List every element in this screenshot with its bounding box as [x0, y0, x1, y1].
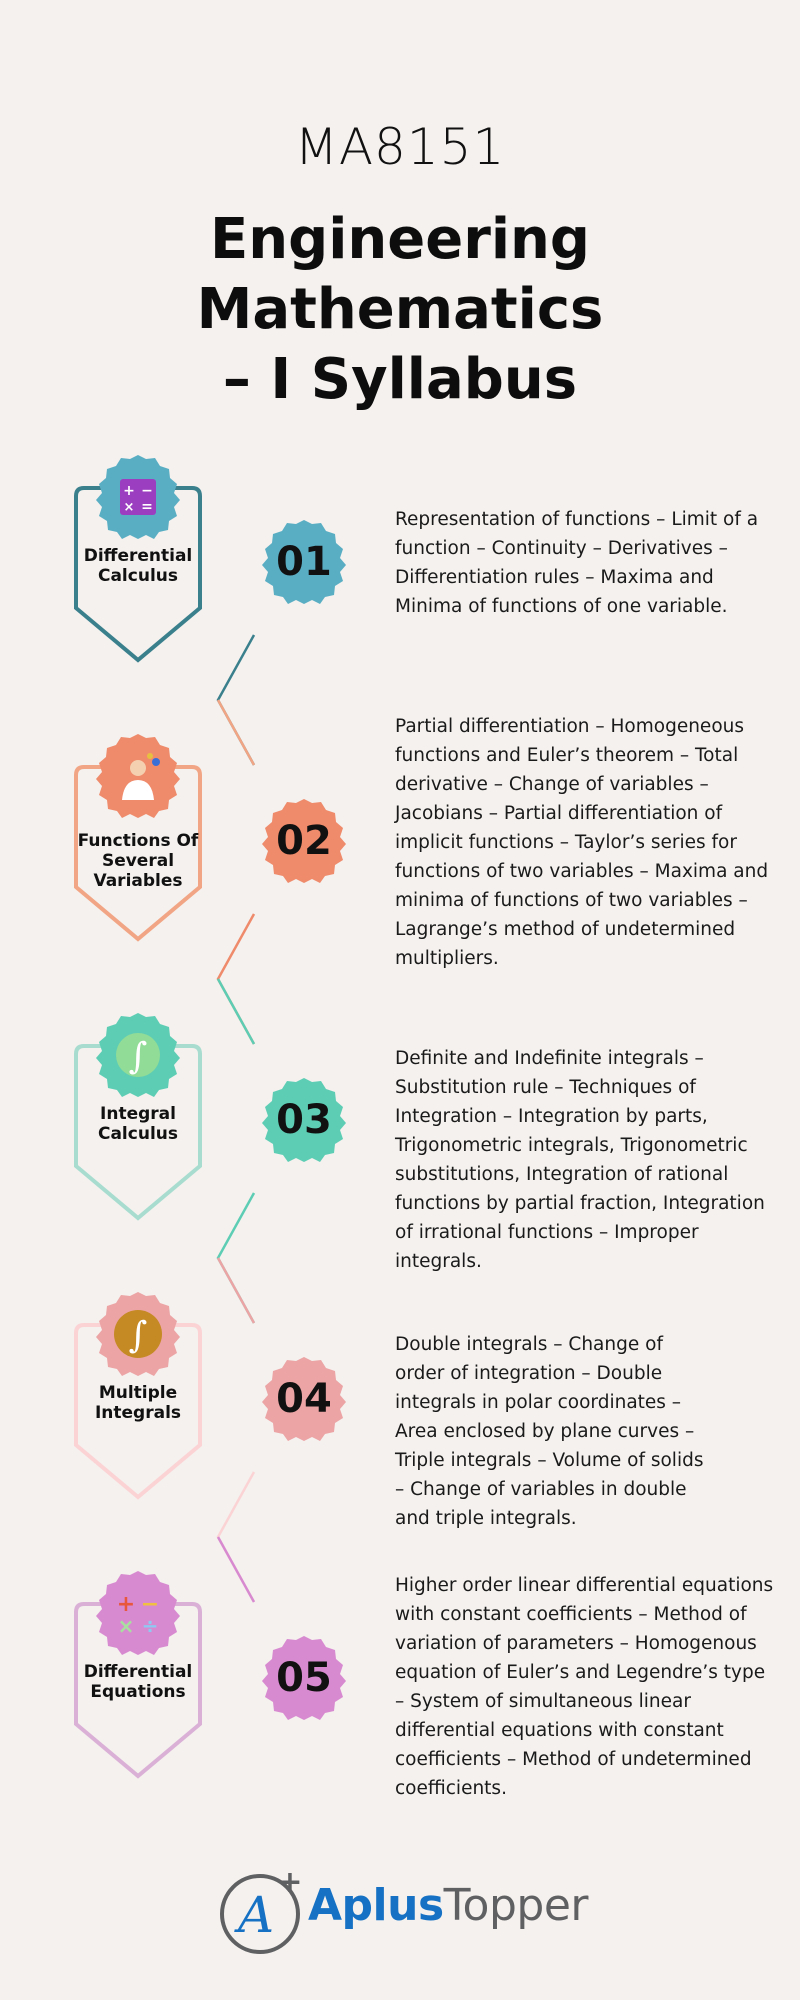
integral-icon: [96, 1013, 180, 1097]
svg-text:−: −: [141, 483, 153, 499]
unit-description: Double integrals – Change of order of integration – Double integrals in polar coordinates – Area enclosed by plane curves – Triple integrals – Volume of solids – Change of variables in double and triple integrals.: [395, 1334, 704, 1529]
unit-topic: Multiple Integrals: [94, 1383, 182, 1423]
connector-1-2: [218, 635, 254, 765]
calculator-icon: [96, 455, 180, 539]
connector-3-4: [218, 1193, 254, 1323]
title-line-2: – I Syllabus: [222, 347, 578, 412]
unit-description: Representation of functions – Limit of a function – Continuity – Derivatives – Differentiation rules – Maxima and Minima of functions of one variable.: [395, 509, 759, 617]
svg-text:∫: ∫: [128, 1315, 148, 1356]
unit-topic: Differential Equations: [83, 1662, 193, 1702]
unit-number-badge: [262, 1357, 346, 1445]
unit-description: Definite and Indefinite integrals – Substitution rule – Techniques of Integration – Integration by parts, Trigonometric integrals, Trigonometric substitutions, Integration of rational functions by partial fraction, Integration of irrational functions – Improper integrals.: [395, 1048, 765, 1272]
svg-text:+: +: [277, 1866, 303, 1900]
unit-topic: Functions Of Several Variables: [77, 831, 199, 891]
scientist-icon: [96, 734, 180, 818]
connector-4-5: [218, 1472, 254, 1602]
unit-number: 02: [276, 818, 332, 864]
unit-description: Partial differentiation – Homogeneous functions and Euler’s theorem – Total derivative – Change of variables – Jacobians – Partial differentiation of implicit functions – Taylor’s series for functions of two variables – Maxima and minima of functions of two variables – Lagrange’s method of undetermined multipliers.: [395, 716, 769, 969]
connector-4-5-lower: [218, 1537, 254, 1602]
aplustopper-logo: [218, 1866, 598, 1956]
svg-text:×: ×: [123, 500, 135, 515]
connector-2-3-lower: [218, 979, 254, 1044]
unit-number-badge: [262, 799, 346, 887]
unit-number-badge: [262, 1078, 346, 1166]
unit-topic: Differential Calculus: [83, 546, 193, 586]
unit-number: 01: [276, 539, 332, 585]
unit-number: 05: [276, 1655, 332, 1701]
unit-description: Higher order linear differential equations with constant coefficients – Method of variation of parameters – Homogenous equation of Euler’s and Legendre’s type – System of simultaneous linear differential equations with constant coefficients – Method of undetermined coefficients.: [395, 1575, 774, 1799]
svg-text:=: =: [141, 499, 153, 515]
svg-text:÷: ÷: [141, 1614, 159, 1638]
svg-text:+: +: [116, 1592, 136, 1617]
connector-3-4-lower: [218, 1258, 254, 1323]
math-operators-icon: [96, 1571, 180, 1655]
unit-number-badge: [262, 1636, 346, 1724]
svg-text:A: A: [237, 1886, 275, 1944]
unit-number-badge: [262, 520, 346, 608]
connector-2-3: [218, 914, 254, 1044]
connector-1-2-lower: [218, 700, 254, 765]
brand-name: AplusTopper: [308, 1880, 588, 1931]
integral-gold-icon: [96, 1292, 180, 1376]
page-code: MA8151: [294, 118, 506, 176]
unit-topic: Integral Calculus: [97, 1104, 178, 1144]
svg-text:×: ×: [117, 1614, 135, 1638]
svg-text:−: −: [140, 1592, 160, 1617]
svg-text:+: +: [123, 483, 135, 499]
svg-text:∫: ∫: [128, 1036, 148, 1077]
unit-number: 04: [276, 1376, 332, 1422]
unit-number: 03: [276, 1097, 332, 1143]
title-line-1: Engineering Mathematics: [196, 207, 604, 342]
logo-mark-icon: [218, 1866, 308, 1956]
